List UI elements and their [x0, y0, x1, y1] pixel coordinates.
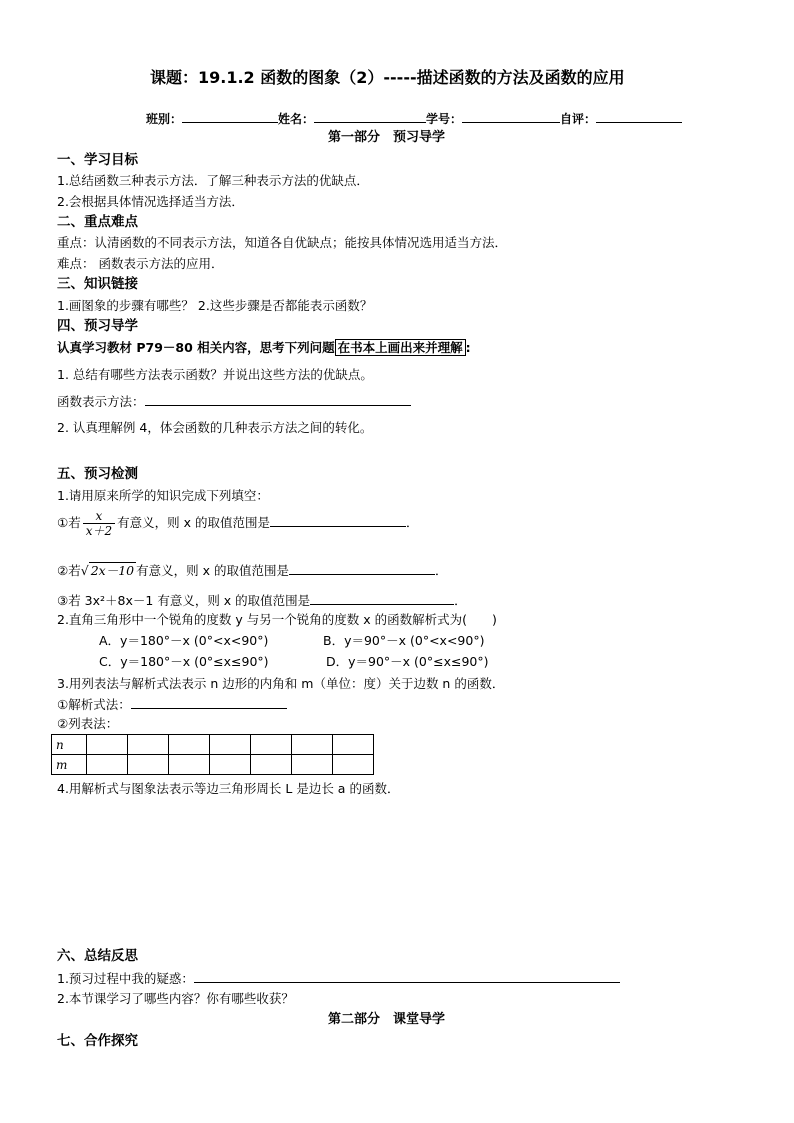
name-label: 姓名： — [278, 112, 315, 126]
table-row-m — [52, 755, 374, 775]
table-cell[interactable] — [128, 735, 169, 755]
radicand: 2x－10 — [90, 563, 135, 578]
study-instruction — [57, 340, 471, 356]
section1-heading: 一、学习目标 — [57, 152, 138, 168]
check-q1-b-prefix: ②若 — [57, 563, 81, 578]
goal-1: 1.总结函数三种表示方法．了解三种表示方法的优缺点． — [57, 173, 369, 188]
section4-heading: 四、预习导学 — [57, 318, 138, 334]
student-info-line — [146, 110, 682, 127]
reflection-label: 1.预习过程中我的疑惑： — [57, 971, 194, 986]
table-cell[interactable] — [210, 755, 251, 775]
answer-blank-a[interactable] — [270, 514, 406, 527]
table-cell[interactable] — [87, 755, 128, 775]
check-q1-a-suffix: 有意义，则 x 的取值范围是 — [117, 515, 270, 530]
page-title: 课题：19.1.2 函数的图象（2）-----描述函数的方法及函数的应用 — [150, 68, 625, 87]
knowledge-question: 1.画图象的步骤有哪些？ 2.这些步骤是否都能表示函数？ — [57, 298, 373, 313]
section7-heading: 七、合作探究 — [57, 1033, 138, 1049]
check-q1-b-suffix: 有意义，则 x 的取值范围是 — [136, 563, 289, 578]
section3-heading: 三、知识链接 — [57, 276, 138, 292]
option-d[interactable]: D．y＝90°－x (0°≤x≤90°) — [326, 654, 489, 669]
table-cell[interactable] — [292, 755, 333, 775]
table-cell[interactable] — [87, 735, 128, 755]
table-cell[interactable] — [210, 735, 251, 755]
section6-heading: 六、总结反思 — [57, 948, 138, 964]
preview-q1: 1. 总结有哪些方法表示函数？并说出这些方法的优缺点。 — [57, 367, 373, 382]
table-cell: n — [52, 735, 87, 755]
reflection-q2: 2.本节课学习了哪些内容？你有哪些收获？ — [57, 991, 294, 1006]
table-cell[interactable] — [251, 755, 292, 775]
class-label: 班别： — [146, 112, 183, 126]
value-table — [51, 734, 374, 775]
answer-blank-b[interactable] — [289, 562, 435, 575]
option-b[interactable]: B．y＝90°－x (0°<x<90°) — [323, 633, 485, 648]
table-cell[interactable] — [128, 755, 169, 775]
check-q1: 1.请用原来所学的知识完成下列填空： — [57, 488, 269, 503]
study-instruction-text: 认真学习教材 P79－80 相关内容，思考下列问题 — [57, 340, 335, 355]
option-a[interactable]: A．y＝180°－x (0°<x<90°) — [99, 633, 269, 648]
part1-title: 第一部分 预习导学 — [328, 130, 446, 145]
square-root: √ 2x－10 — [80, 563, 135, 578]
answer-blank-c[interactable] — [310, 592, 454, 605]
fraction-denominator: x＋2 — [83, 523, 115, 538]
part2-title: 第二部分 课堂导学 — [328, 1012, 446, 1027]
formula-method-blank[interactable] — [131, 696, 287, 709]
section2-heading: 二、重点难点 — [57, 214, 138, 230]
eval-label: 自评： — [560, 112, 597, 126]
fraction-numerator: x — [95, 509, 103, 523]
option-c[interactable]: C．y＝180°－x (0°≤x≤90°) — [99, 654, 269, 669]
preview-q2: 2. 认真理解例 4，体会函数的几种表示方法之间的转化。 — [57, 420, 373, 435]
difficult-point: 难点： 函数表示方法的应用． — [57, 256, 224, 271]
table-cell[interactable] — [333, 755, 374, 775]
check-q1-a-prefix: ①若 — [57, 515, 81, 530]
id-field[interactable] — [462, 110, 560, 123]
table-cell[interactable] — [169, 755, 210, 775]
table-cell[interactable] — [251, 735, 292, 755]
fraction — [83, 509, 115, 538]
id-label: 学号： — [426, 112, 463, 126]
key-point: 重点：认清函数的不同表示方法，知道各自优缺点；能按具体情况选用适当方法． — [57, 235, 508, 250]
formula-method-label: ①解析式法： — [57, 697, 131, 712]
check-q1-c-text: ③若 3x²＋8x－1 有意义，则 x 的取值范围是 — [57, 593, 311, 608]
class-field[interactable] — [182, 110, 278, 123]
name-field[interactable] — [314, 110, 426, 123]
method-fill-label: 函数表示方法： — [57, 394, 145, 409]
reflection-line — [57, 970, 620, 987]
reflection-blank[interactable] — [194, 970, 620, 983]
formula-method-line — [57, 696, 287, 713]
method-fill-blank[interactable] — [145, 393, 411, 406]
check-q4: 4.用解析式与图象法表示等边三角形周长 L 是边长 a 的函数． — [57, 781, 400, 796]
check-q1-c: ③若 3x²＋8x－1 有意义，则 x 的取值范围是 ． — [57, 593, 467, 608]
table-cell[interactable] — [169, 735, 210, 755]
table-cell[interactable] — [333, 735, 374, 755]
colon: : — [465, 340, 471, 355]
check-q2: 2.直角三角形中一个锐角的度数 y 与另一个锐角的度数 x 的函数解析式为( ) — [57, 612, 497, 627]
check-q3: 3.用列表法与解析式法表示 n 边形的内角和 m（单位：度）关于边数 n 的函数． — [57, 676, 505, 691]
goal-2: 2.会根据具体情况选择适当方法． — [57, 194, 244, 209]
table-method-label: ②列表法： — [57, 716, 119, 731]
table-cell[interactable] — [292, 735, 333, 755]
check-q1-b: ②若√ 2x－10 有意义，则 x 的取值范围是 ． — [57, 563, 448, 578]
boxed-note: 在书本上画出来并理解 — [335, 339, 466, 356]
method-fill-line — [57, 393, 411, 410]
table-cell: m — [52, 755, 87, 775]
eval-field[interactable] — [596, 110, 682, 123]
check-q1-a: ①若 $\frac{x}{x+2}$ 有意义，则 x 的取值范围是 ． — [57, 509, 419, 538]
table-row-n — [52, 735, 374, 755]
section5-heading: 五、预习检测 — [57, 466, 138, 482]
